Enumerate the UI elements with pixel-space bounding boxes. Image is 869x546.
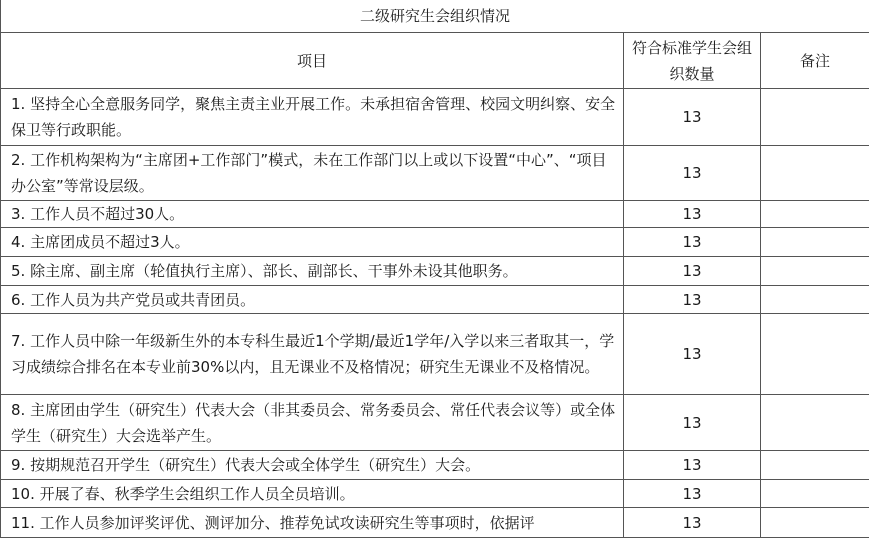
row-note bbox=[761, 395, 869, 451]
header-note: 备注 bbox=[761, 33, 869, 89]
row-note bbox=[761, 257, 869, 286]
row-count: 13 bbox=[624, 480, 761, 508]
row-note bbox=[761, 286, 869, 314]
table-row bbox=[1, 146, 869, 201]
row-note bbox=[761, 146, 869, 201]
row-count: 13 bbox=[624, 257, 761, 286]
row-note bbox=[761, 480, 869, 508]
row-note bbox=[761, 89, 869, 146]
table-row bbox=[1, 286, 869, 314]
row-note bbox=[761, 508, 869, 538]
header-item: 项目 bbox=[1, 33, 624, 89]
row-item: 5. 除主席、副主席（轮值执行主席）、部长、副部长、干事外未设其他职务。 bbox=[1, 257, 624, 286]
row-item: 3. 工作人员不超过30人。 bbox=[1, 201, 624, 228]
row-count: 13 bbox=[624, 286, 761, 314]
table-row bbox=[1, 201, 869, 228]
row-item: 11. 工作人员参加评奖评优、测评加分、推荐免试攻读研究生等事项时，依据评 bbox=[1, 508, 624, 538]
header-count bbox=[624, 33, 761, 89]
table-row bbox=[1, 89, 869, 146]
table-row bbox=[1, 395, 869, 451]
row-count: 13 bbox=[624, 395, 761, 451]
row-item: 7. 工作人员中除一年级新生外的本专科生最近1个学期/最近1学年/入学以来三者取其一，学习成绩综合排名在本专业前30%以内，且无课业不及格情况；研究生无课业不及格情况。 bbox=[1, 314, 624, 395]
row-item: 1. 坚持全心全意服务同学，聚焦主责主业开展工作。未承担宿舍管理、校园文明纠察、安全保卫等行政职能。 bbox=[1, 89, 624, 146]
row-item: 9. 按期规范召开学生（研究生）代表大会或全体学生（研究生）大会。 bbox=[1, 451, 624, 480]
row-item: 10. 开展了春、秋季学生会组织工作人员全员培训。 bbox=[1, 480, 624, 508]
row-item: 8. 主席团由学生（研究生）代表大会（非其委员会、常务委员会、常任代表会议等）或全体学生（研究生）大会选举产生。 bbox=[1, 395, 624, 451]
header-row bbox=[1, 33, 869, 89]
row-note bbox=[761, 314, 869, 395]
row-count: 13 bbox=[624, 228, 761, 257]
row-item: 2. 工作机构架构为“主席团+工作部门”模式，未在工作部门以上或以下设置“中心”、“项目办公室”等常设层级。 bbox=[1, 146, 624, 201]
row-count: 13 bbox=[624, 314, 761, 395]
row-count: 13 bbox=[624, 451, 761, 480]
table-title: 二级研究生会组织情况 bbox=[1, 0, 869, 33]
row-note bbox=[761, 201, 869, 228]
table-row bbox=[1, 257, 869, 286]
row-item: 4. 主席团成员不超过3人。 bbox=[1, 228, 624, 257]
table-row bbox=[1, 314, 869, 395]
table-row bbox=[1, 228, 869, 257]
table-row bbox=[1, 508, 869, 538]
row-count: 13 bbox=[624, 89, 761, 146]
row-note bbox=[761, 228, 869, 257]
row-note bbox=[761, 451, 869, 480]
row-count: 13 bbox=[624, 201, 761, 228]
header-count-label: 符合标准学生会组织数量 bbox=[631, 38, 752, 83]
table-row bbox=[1, 451, 869, 480]
row-count: 13 bbox=[624, 146, 761, 201]
row-count: 13 bbox=[624, 508, 761, 538]
table-row bbox=[1, 480, 869, 508]
title-row bbox=[1, 0, 869, 33]
row-item: 6. 工作人员为共产党员或共青团员。 bbox=[1, 286, 624, 314]
